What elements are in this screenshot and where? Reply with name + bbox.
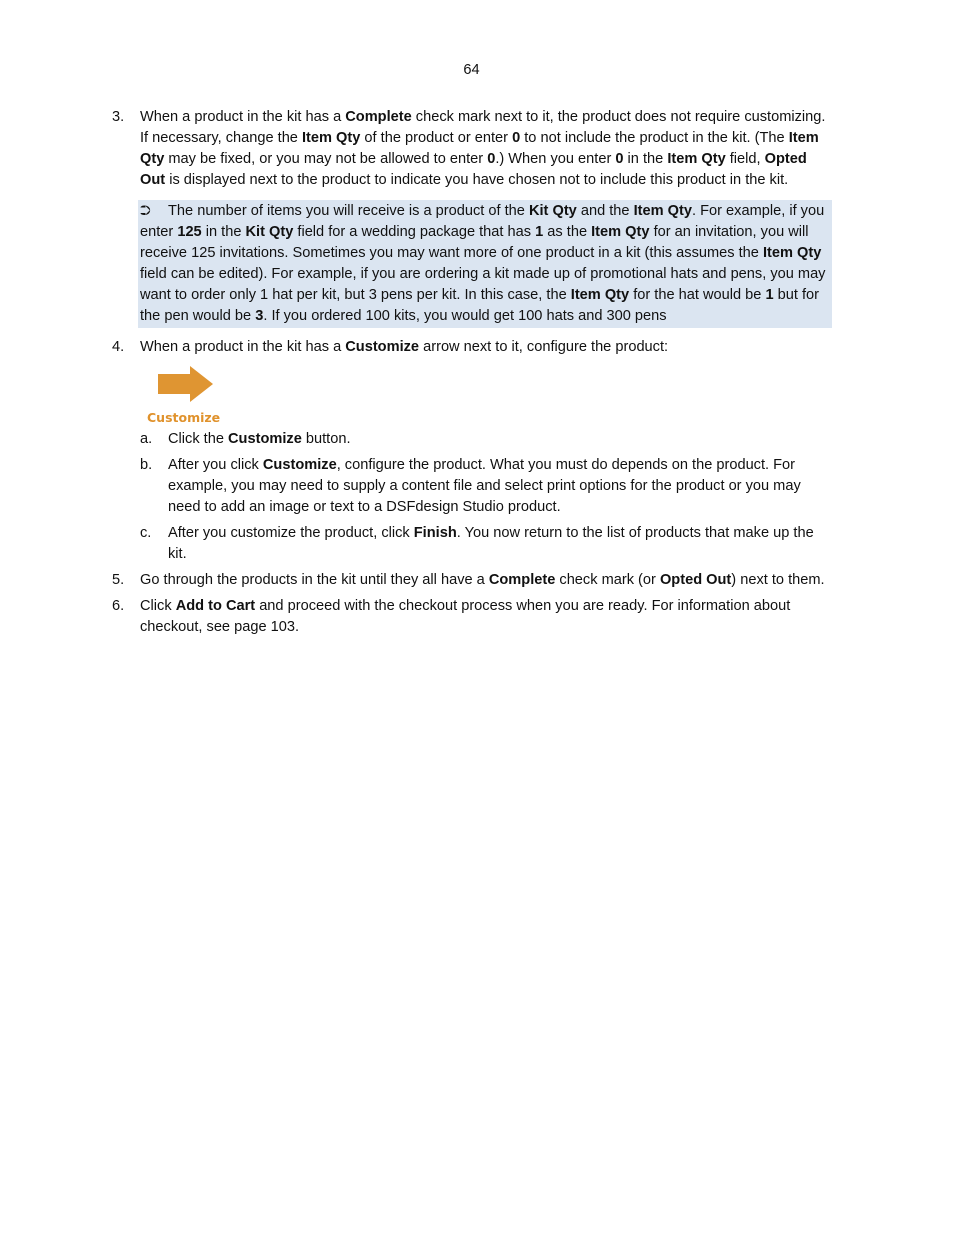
- bold-term: 125: [177, 224, 202, 240]
- substep-c: [140, 523, 832, 565]
- bold-term: 0: [512, 130, 521, 146]
- substep-b: [140, 455, 832, 518]
- step-number: 5.: [112, 572, 125, 588]
- bold-term: Item Qty: [570, 287, 630, 303]
- substep-text: After you click Customize, configure the product. What you must do depends on the product. For example, you may need to supply a content file and select print options for the product or you may need to add an image or text to a DSFdesign Studio product.: [168, 457, 801, 515]
- arrow-bullet-icon: ⮊: [140, 203, 151, 219]
- substep-a: [140, 429, 832, 450]
- bold-term: Item Qty: [591, 224, 650, 240]
- bold-term: Complete: [345, 109, 412, 125]
- step-text: When a product in the kit has a Complete check mark next to it, the product does not require customizing. If necessary, change the Item Qty of the product or enter 0 to not include the product in the kit. (The Item Qty may be fixed, or you may not be allowed to enter 0.) When you enter 0 in the Item Qty field, Opted Out is displayed next to the product to indicate you have chosen not to include this product in the kit.: [140, 109, 826, 188]
- bold-term: Customize: [262, 457, 337, 473]
- bold-term: Customize: [345, 339, 420, 355]
- step-number: 6.: [112, 598, 125, 614]
- substep-letter: c.: [140, 525, 152, 541]
- bold-term: Item Qty: [667, 151, 726, 167]
- substep-letter: b.: [140, 457, 153, 473]
- step-4: [112, 337, 832, 358]
- step-number: 4.: [112, 339, 125, 355]
- document-body: [112, 107, 832, 638]
- step-6: [112, 596, 832, 638]
- bold-term: 1: [535, 224, 544, 240]
- bold-term: Item Qty: [140, 130, 819, 167]
- bold-term: Finish: [413, 525, 457, 541]
- arrow-right-icon: [158, 366, 214, 402]
- substep-letter: a.: [140, 431, 153, 447]
- step-5: [112, 570, 832, 591]
- bold-term: Item Qty: [633, 203, 692, 219]
- note-box: [138, 200, 832, 328]
- bold-term: Customize: [228, 431, 302, 447]
- page-number: 64: [463, 62, 480, 78]
- bold-term: Kit Qty: [528, 203, 577, 219]
- bold-term: 3: [255, 308, 264, 324]
- bold-term: Item Qty: [301, 130, 361, 146]
- bold-term: Item Qty: [762, 245, 822, 261]
- step-text: Go through the products in the kit until they all have a Complete check mark (or Opted Out) next to them.: [140, 572, 825, 588]
- substep-text: Click the Customize button.: [168, 431, 351, 447]
- bold-term: 0: [487, 151, 496, 167]
- bold-term: Complete: [488, 572, 556, 588]
- step-text: Click Add to Cart and proceed with the checkout process when you are ready. For information about checkout, see page 103.: [140, 598, 791, 635]
- bold-term: Opted Out: [659, 572, 732, 588]
- customize-label: Customize: [147, 410, 221, 425]
- bold-term: 0: [615, 151, 624, 167]
- bold-term: Opted Out: [140, 151, 807, 188]
- customize-figure: [147, 366, 227, 425]
- bold-term: Add to Cart: [175, 598, 256, 614]
- step-number: 3.: [112, 109, 125, 125]
- step-text: When a product in the kit has a Customize arrow next to it, configure the product:: [140, 339, 669, 355]
- step-3: [112, 107, 832, 191]
- substep-text: After you customize the product, click Finish. You now return to the list of products that make up the kit.: [168, 525, 814, 562]
- bold-term: Kit Qty: [245, 224, 294, 240]
- note-text: The number of items you will receive is a product of the Kit Qty and the Item Qty. For example, if you enter 125 in the Kit Qty field for a wedding package that has 1 as the Item Qty for an invitation, you will receive 125 invitations. Sometimes you may want more of one product in a kit (this assumes the Item Qty field can be edited). For example, if you are ordering a kit made up of promotional hats and pens, you may want to order only 1 hat per kit, but 3 pens per kit. In this case, the Item Qty for the hat would be 1 but for the pen would be 3. If you ordered 100 kits, you would get 100 hats and 300 pens: [140, 203, 826, 324]
- bold-term: 1: [765, 287, 774, 303]
